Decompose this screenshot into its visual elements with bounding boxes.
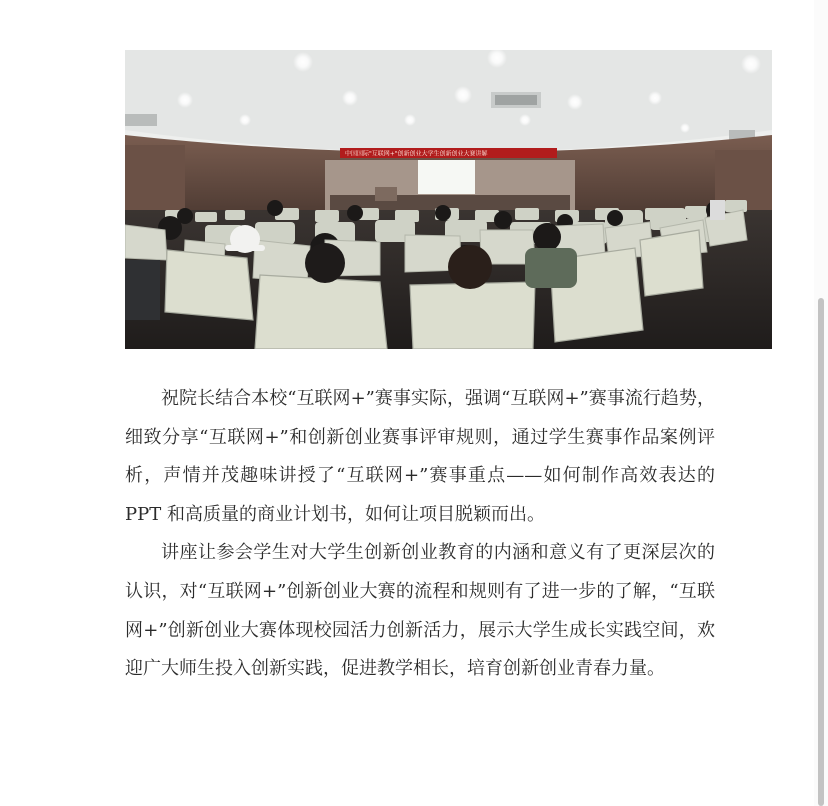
lecture-hall-photo xyxy=(125,50,772,349)
article-body xyxy=(125,380,715,689)
article-paragraph-2: 讲座让参会学生对大学生创新创业教育的内涵和意义有了更深层次的认识，对“互联网+”创新创业大赛的流程和规则有了进一步的了解，“互联网+”创新创业大赛体现校园活力创新活力，展示大学生成长实践空间，欢迎广大师生投入创新实践，促进教学相长，培育创新创业青春力量。 xyxy=(125,542,715,680)
scrollbar-track[interactable] xyxy=(814,0,828,806)
projection-screen xyxy=(418,160,475,194)
article-paragraph-1: 祝院长结合本校“互联网+”赛事实际，强调“互联网+”赛事流行趋势，细致分享“互联网+”和创新创业赛事评审规则，通过学生赛事作品案例评析，声情并茂趣味讲授了“互联网+”赛事重点——如何制作高效表达的 PPT 和高质量的商业计划书，如何让项目脱颖而出。 xyxy=(125,388,715,525)
lecture-hall-scene xyxy=(125,50,772,349)
scrollbar-thumb[interactable] xyxy=(818,298,824,806)
event-banner-text: 中国国际"互联网+"创新创业大学生创新创业大赛讲解 xyxy=(345,150,488,158)
